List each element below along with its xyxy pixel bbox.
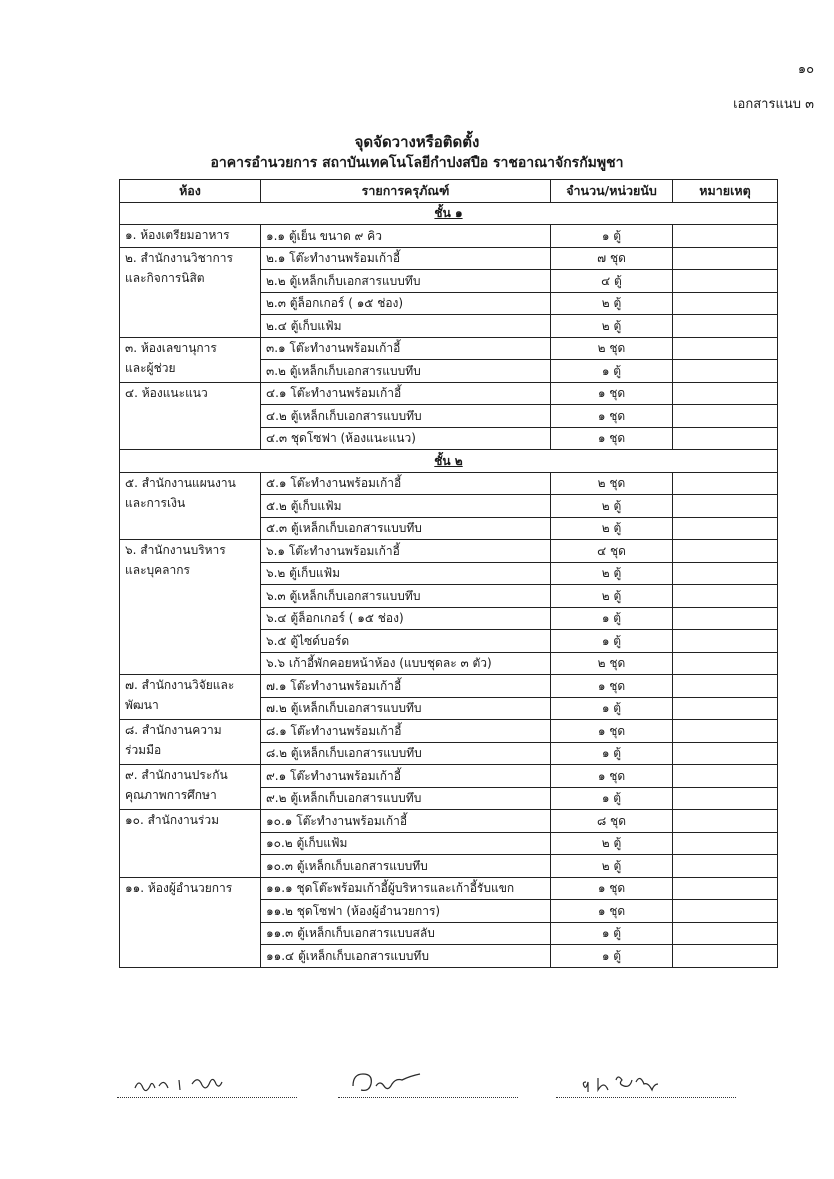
- item-remark: [673, 945, 778, 968]
- item-remark: [673, 427, 778, 450]
- item-quantity: ๒ ชุด: [551, 472, 673, 495]
- item-quantity: ๑ ชุด: [551, 877, 673, 900]
- item-quantity: ๑ ตู้: [551, 225, 673, 248]
- item-quantity: ๒ ตู้: [551, 495, 673, 518]
- room-name: [120, 337, 261, 382]
- room-name: [120, 675, 261, 720]
- room-name-line: ๓. ห้องเลขานุการ: [125, 340, 217, 355]
- table-row: [120, 337, 778, 360]
- room-name: [120, 877, 261, 967]
- item-quantity: ๒ ชุด: [551, 337, 673, 360]
- item-name: ๑.๑ ตู้เย็น ขนาด ๙ คิว: [261, 225, 551, 248]
- header-item: รายการครุภัณฑ์: [261, 180, 551, 203]
- item-remark: [673, 720, 778, 743]
- item-remark: [673, 742, 778, 765]
- item-remark: [673, 405, 778, 428]
- item-name: ๓.๑ โต๊ะทำงานพร้อมเก้าอี้: [261, 337, 551, 360]
- room-name-line: และการเงิน: [125, 495, 186, 510]
- item-quantity: ๑ ชุด: [551, 427, 673, 450]
- item-name: ๑๑.๑ ชุดโต๊ะพร้อมเก้าอี้ผู้บริหารและเก้าอี้รับแขก: [261, 877, 551, 900]
- item-name: ๑๑.๓ ตู้เหล็กเก็บเอกสารแบบสลับ: [261, 922, 551, 945]
- item-quantity: ๘ ชุด: [551, 810, 673, 833]
- item-name: ๑๑.๒ ชุดโซฟา (ห้องผู้อำนวยการ): [261, 900, 551, 923]
- item-remark: [673, 292, 778, 315]
- item-remark: [673, 922, 778, 945]
- item-quantity: ๑ ชุด: [551, 765, 673, 788]
- signature-row: [0, 1068, 834, 1108]
- header-quantity: จำนวน/หน่วยนับ: [551, 180, 673, 203]
- table-row: [120, 877, 778, 900]
- room-name-line: ๘. สำนักงานความ: [125, 723, 222, 737]
- item-name: ๕.๒ ตู้เก็บแฟ้ม: [261, 495, 551, 518]
- item-quantity: ๑ ชุด: [551, 382, 673, 405]
- item-quantity: ๒ ชุด: [551, 652, 673, 675]
- table-row: [120, 675, 778, 698]
- item-quantity: ๑ ตู้: [551, 742, 673, 765]
- room-name: [120, 540, 261, 675]
- item-remark: [673, 562, 778, 585]
- table-row: [120, 765, 778, 788]
- header-remark: หมายเหตุ: [673, 180, 778, 203]
- table-row: [120, 247, 778, 270]
- item-remark: [673, 270, 778, 293]
- room-name-line: คุณภาพการศึกษา: [125, 788, 217, 802]
- signature-1: [117, 1068, 297, 1098]
- item-name: ๔.๑ โต๊ะทำงานพร้อมเก้าอี้: [261, 382, 551, 405]
- room-name: [120, 810, 261, 878]
- item-name: ๗.๑ โต๊ะทำงานพร้อมเก้าอี้: [261, 675, 551, 698]
- item-quantity: ๗ ชุด: [551, 247, 673, 270]
- table-header-row: [120, 180, 778, 203]
- signature-3: [556, 1068, 736, 1098]
- table-row: [120, 540, 778, 563]
- item-remark: [673, 675, 778, 698]
- room-name-line: และกิจการนิสิต: [125, 270, 205, 285]
- room-name-line: ๖. สำนักงานบริหาร: [125, 543, 226, 557]
- item-quantity: ๑ ชุด: [551, 675, 673, 698]
- item-quantity: ๒ ตู้: [551, 517, 673, 540]
- item-name: ๓.๒ ตู้เหล็กเก็บเอกสารแบบทึบ: [261, 360, 551, 383]
- item-quantity: ๔ ชุด: [551, 540, 673, 563]
- table-row: [120, 810, 778, 833]
- room-name: [120, 225, 261, 248]
- item-remark: [673, 607, 778, 630]
- item-remark: [673, 810, 778, 833]
- item-quantity: ๑ ตู้: [551, 787, 673, 810]
- item-remark: [673, 337, 778, 360]
- item-remark: [673, 652, 778, 675]
- item-name: ๕.๓ ตู้เหล็กเก็บเอกสารแบบทึบ: [261, 517, 551, 540]
- item-name: ๖.๕ ตู้ไซด์บอร์ด: [261, 630, 551, 653]
- document-title: จุดจัดวางหรือติดตั้ง: [354, 133, 480, 151]
- page-number: ๑๐: [797, 62, 814, 77]
- item-name: ๖.๖ เก้าอี้พักคอยหน้าห้อง (แบบชุดละ ๓ ตัว): [261, 652, 551, 675]
- room-name-line: ๑๑. ห้องผู้อำนวยการ: [125, 880, 233, 895]
- table-row: [120, 472, 778, 495]
- item-quantity: ๔ ตู้: [551, 270, 673, 293]
- item-quantity: ๒ ตู้: [551, 292, 673, 315]
- item-quantity: ๑ ตู้: [551, 697, 673, 720]
- item-name: ๒.๔ ตู้เก็บแฟ้ม: [261, 315, 551, 338]
- room-name: [120, 472, 261, 540]
- signature-2: [338, 1068, 518, 1098]
- table-row: [120, 225, 778, 248]
- item-remark: [673, 765, 778, 788]
- item-quantity: ๑ ตู้: [551, 607, 673, 630]
- item-remark: [673, 900, 778, 923]
- item-remark: [673, 495, 778, 518]
- item-remark: [673, 585, 778, 608]
- room-name-line: ๕. สำนักงานแผนงาน: [125, 475, 236, 490]
- header-room: ห้อง: [120, 180, 261, 203]
- room-name: [120, 720, 261, 765]
- room-name-line: ๑. ห้องเตรียมอาหาร: [125, 228, 230, 242]
- item-name: ๙.๒ ตู้เหล็กเก็บเอกสารแบบทึบ: [261, 787, 551, 810]
- item-name: ๖.๓ ตู้เหล็กเก็บเอกสารแบบทึบ: [261, 585, 551, 608]
- room-name: [120, 382, 261, 450]
- equipment-table: [119, 179, 778, 968]
- room-name-line: และผู้ช่วย: [125, 360, 176, 375]
- floor-label: ชั้น ๒: [120, 450, 778, 473]
- item-name: ๙.๑ โต๊ะทำงานพร้อมเก้าอี้: [261, 765, 551, 788]
- floor-label: ชั้น ๑: [120, 202, 778, 225]
- item-quantity: ๑ ชุด: [551, 405, 673, 428]
- item-remark: [673, 787, 778, 810]
- item-remark: [673, 247, 778, 270]
- item-name: ๕.๑ โต๊ะทำงานพร้อมเก้าอี้: [261, 472, 551, 495]
- item-name: ๔.๒ ตู้เหล็กเก็บเอกสารแบบทึบ: [261, 405, 551, 428]
- room-name-line: พัฒนา: [125, 698, 159, 712]
- item-remark: [673, 855, 778, 878]
- item-remark: [673, 517, 778, 540]
- item-quantity: ๒ ตู้: [551, 585, 673, 608]
- item-quantity: ๑ ตู้: [551, 945, 673, 968]
- item-quantity: ๑ ตู้: [551, 360, 673, 383]
- table-row: [120, 720, 778, 743]
- room-name-line: และบุคลากร: [125, 563, 190, 577]
- item-quantity: ๒ ตู้: [551, 315, 673, 338]
- item-name: ๘.๑ โต๊ะทำงานพร้อมเก้าอี้: [261, 720, 551, 743]
- floor-row: [120, 450, 778, 473]
- item-remark: [673, 832, 778, 855]
- item-quantity: ๑ ตู้: [551, 630, 673, 653]
- item-quantity: ๑ ตู้: [551, 922, 673, 945]
- item-quantity: ๑ ชุด: [551, 900, 673, 923]
- room-name-line: ๗. สำนักงานวิจัยและ: [125, 678, 235, 692]
- item-quantity: ๒ ตู้: [551, 832, 673, 855]
- item-quantity: ๒ ตู้: [551, 562, 673, 585]
- item-name: ๒.๑ โต๊ะทำงานพร้อมเก้าอี้: [261, 247, 551, 270]
- item-name: ๗.๒ ตู้เหล็กเก็บเอกสารแบบทึบ: [261, 697, 551, 720]
- item-remark: [673, 225, 778, 248]
- room-name-line: ๔. ห้องแนะแนว: [125, 385, 208, 400]
- room-name: [120, 765, 261, 810]
- item-remark: [673, 472, 778, 495]
- room-name-line: ร่วมมือ: [125, 743, 162, 757]
- item-name: ๑๐.๒ ตู้เก็บแฟ้ม: [261, 832, 551, 855]
- item-remark: [673, 382, 778, 405]
- item-name: ๑๑.๔ ตู้เหล็กเก็บเอกสารแบบทึบ: [261, 945, 551, 968]
- item-quantity: ๒ ตู้: [551, 855, 673, 878]
- item-remark: [673, 697, 778, 720]
- room-name: [120, 247, 261, 337]
- table-row: [120, 382, 778, 405]
- room-name-line: ๑๐. สำนักงานร่วม: [125, 813, 219, 827]
- item-quantity: ๑ ชุด: [551, 720, 673, 743]
- item-name: ๘.๒ ตู้เหล็กเก็บเอกสารแบบทึบ: [261, 742, 551, 765]
- item-name: ๒.๓ ตู้ล็อกเกอร์ ( ๑๕ ช่อง): [261, 292, 551, 315]
- item-remark: [673, 877, 778, 900]
- item-name: ๖.๔ ตู้ล็อกเกอร์ ( ๑๕ ช่อง): [261, 607, 551, 630]
- floor-row: [120, 202, 778, 225]
- item-name: ๖.๑ โต๊ะทำงานพร้อมเก้าอี้: [261, 540, 551, 563]
- item-remark: [673, 540, 778, 563]
- item-name: ๑๐.๑ โต๊ะทำงานพร้อมเก้าอี้: [261, 810, 551, 833]
- item-remark: [673, 630, 778, 653]
- item-name: ๔.๓ ชุดโซฟา (ห้องแนะแนว): [261, 427, 551, 450]
- annex-label: เอกสารแนบ ๓: [733, 97, 814, 112]
- item-remark: [673, 315, 778, 338]
- room-name-line: ๒. สำนักงานวิชาการ: [125, 250, 233, 265]
- item-name: ๑๐.๓ ตู้เหล็กเก็บเอกสารแบบทึบ: [261, 855, 551, 878]
- document-subtitle: อาคารอำนวยการ สถาบันเทคโนโลยีกำปงสปือ ราชอาณาจักรกัมพูชา: [210, 155, 624, 171]
- item-name: ๒.๒ ตู้เหล็กเก็บเอกสารแบบทึบ: [261, 270, 551, 293]
- item-name: ๖.๒ ตู้เก็บแฟ้ม: [261, 562, 551, 585]
- room-name-line: ๙. สำนักงานประกัน: [125, 768, 228, 782]
- item-remark: [673, 360, 778, 383]
